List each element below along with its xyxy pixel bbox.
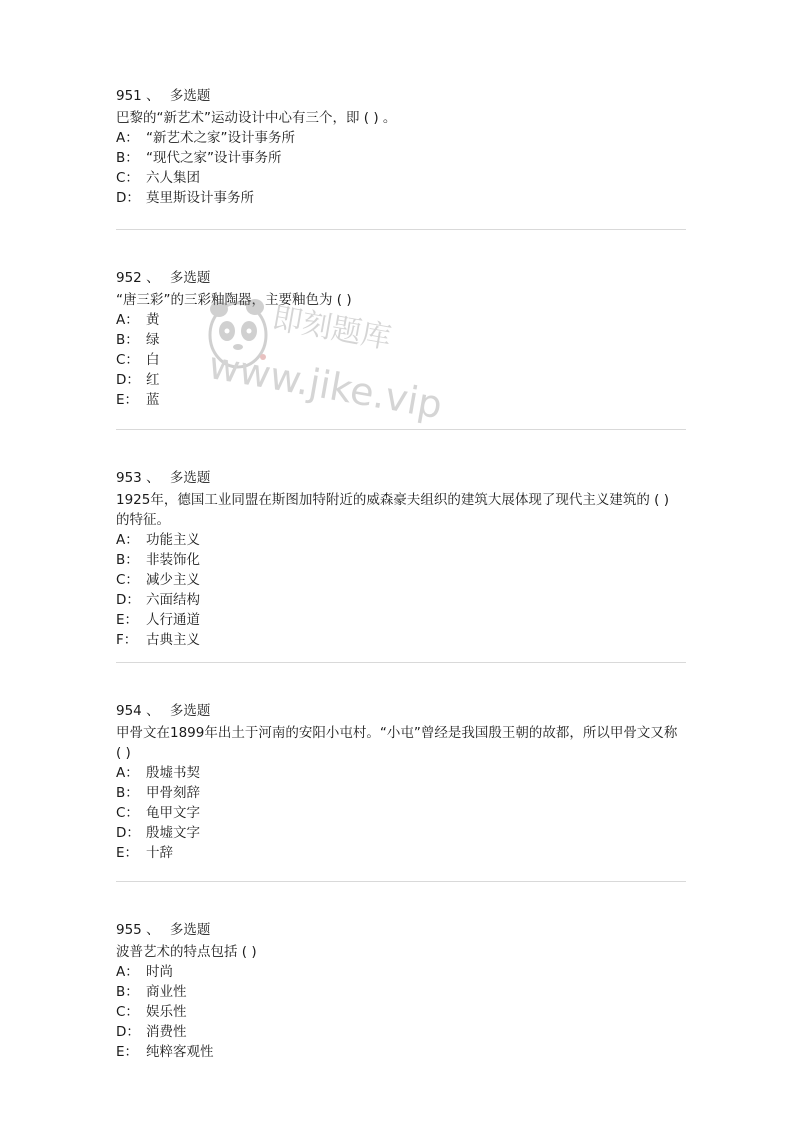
question-separator: 、 (146, 88, 160, 104)
question-number: 951 (116, 88, 142, 104)
option-b (116, 550, 686, 570)
option-letter: C： (116, 1004, 139, 1020)
question-type: 多选题 (169, 703, 211, 719)
option-letter: E： (116, 392, 139, 408)
option-d (116, 1022, 686, 1042)
question-page (116, 86, 686, 1080)
option-letter: B： (116, 552, 139, 568)
question-header (116, 86, 686, 106)
question-separator: 、 (146, 703, 160, 719)
question-header (116, 920, 686, 940)
question-type: 多选题 (169, 922, 211, 938)
option-text: 纯粹客观性 (146, 1044, 214, 1060)
question-stem: 波普艺术的特点包括 ( ) (116, 944, 257, 960)
option-letter: C： (116, 805, 139, 821)
question-number: 955 (116, 922, 142, 938)
option-letter: A： (116, 312, 139, 328)
option-d (116, 590, 686, 610)
option-letter: D： (116, 372, 140, 388)
option-e (116, 843, 686, 863)
option-text: 龟甲文字 (146, 805, 200, 821)
question-stem: 甲骨文在1899年出土于河南的安阳小屯村。“小屯”曾经是我国殷王朝的故都，所以甲骨文又称 ( ) (116, 725, 678, 761)
question-955 (116, 920, 686, 1080)
watermark (205, 283, 446, 428)
question-header (116, 701, 686, 721)
option-letter: D： (116, 592, 140, 608)
option-a (116, 763, 686, 783)
option-e (116, 1042, 686, 1062)
option-text: “现代之家”设计事务所 (146, 150, 282, 166)
option-d (116, 823, 686, 843)
option-text: 甲骨刻辞 (146, 785, 200, 801)
option-text: 减少主义 (146, 572, 200, 588)
option-text: 殷墟文字 (146, 825, 200, 841)
option-text: “新艺术之家”设计事务所 (146, 130, 295, 146)
option-b (116, 982, 686, 1002)
option-letter: D： (116, 190, 140, 206)
option-c (116, 1002, 686, 1022)
option-letter: C： (116, 572, 139, 588)
option-letter: D： (116, 1024, 140, 1040)
option-text: 红 (146, 372, 160, 388)
option-text: 六人集团 (146, 170, 200, 186)
option-letter: B： (116, 332, 139, 348)
option-b (116, 148, 686, 168)
question-stem: 1925年，德国工业同盟在斯图加特附近的威森豪夫组织的建筑大展体现了现代主义建筑的 ( ) 的特征。 (116, 492, 669, 528)
option-letter: A： (116, 964, 139, 980)
question-type: 多选题 (169, 88, 211, 104)
option-letter: B： (116, 984, 139, 1000)
option-text: 殷墟书契 (146, 765, 200, 781)
question-separator: 、 (146, 470, 160, 486)
option-letter: C： (116, 352, 139, 368)
question-header (116, 468, 686, 488)
option-text: 娱乐性 (146, 1004, 187, 1020)
question-stem: 巴黎的“新艺术”运动设计中心有三个，即 ( ) 。 (116, 110, 397, 126)
option-text: 蓝 (146, 392, 160, 408)
question-stem: “唐三彩”的三彩釉陶器，主要釉色为 ( ) (116, 292, 352, 308)
option-letter: D： (116, 825, 140, 841)
option-text: 人行通道 (146, 612, 200, 628)
option-text: 白 (146, 352, 160, 368)
watermark-brand: 即刻题库 (269, 300, 394, 357)
option-d (116, 188, 686, 208)
question-separator: 、 (146, 922, 160, 938)
question-number: 953 (116, 470, 142, 486)
option-letter: E： (116, 845, 139, 861)
option-f (116, 630, 686, 650)
question-type: 多选题 (169, 470, 211, 486)
option-letter: F： (116, 632, 138, 648)
option-text: 时尚 (146, 964, 173, 980)
question-number: 954 (116, 703, 142, 719)
option-letter: E： (116, 612, 139, 628)
option-text: 黄 (146, 312, 160, 328)
question-number: 952 (116, 270, 142, 286)
question-separator: 、 (146, 270, 160, 286)
option-a (116, 962, 686, 982)
option-c (116, 803, 686, 823)
option-text: 六面结构 (146, 592, 200, 608)
option-letter: A： (116, 532, 139, 548)
question-954 (116, 701, 686, 881)
option-letter: E： (116, 1044, 139, 1060)
option-letter: B： (116, 785, 139, 801)
option-letter: A： (116, 765, 139, 781)
option-text: 功能主义 (146, 532, 200, 548)
option-text: 非装饰化 (146, 552, 200, 568)
option-text: 十辞 (146, 845, 173, 861)
option-text: 莫里斯设计事务所 (146, 190, 254, 206)
option-text: 商业性 (146, 984, 187, 1000)
option-a (116, 128, 686, 148)
watermark-url: www.jike.vip (205, 343, 446, 428)
option-a (116, 530, 686, 550)
question-953 (116, 468, 686, 662)
option-letter: B： (116, 150, 139, 166)
option-text: 消费性 (146, 1024, 187, 1040)
question-951 (116, 86, 686, 229)
option-text: 绿 (146, 332, 160, 348)
option-c (116, 168, 686, 188)
option-letter: C： (116, 170, 139, 186)
option-text: 古典主义 (146, 632, 200, 648)
option-b (116, 783, 686, 803)
option-letter: A： (116, 130, 139, 146)
option-c (116, 570, 686, 590)
question-type: 多选题 (169, 270, 211, 286)
option-e (116, 610, 686, 630)
